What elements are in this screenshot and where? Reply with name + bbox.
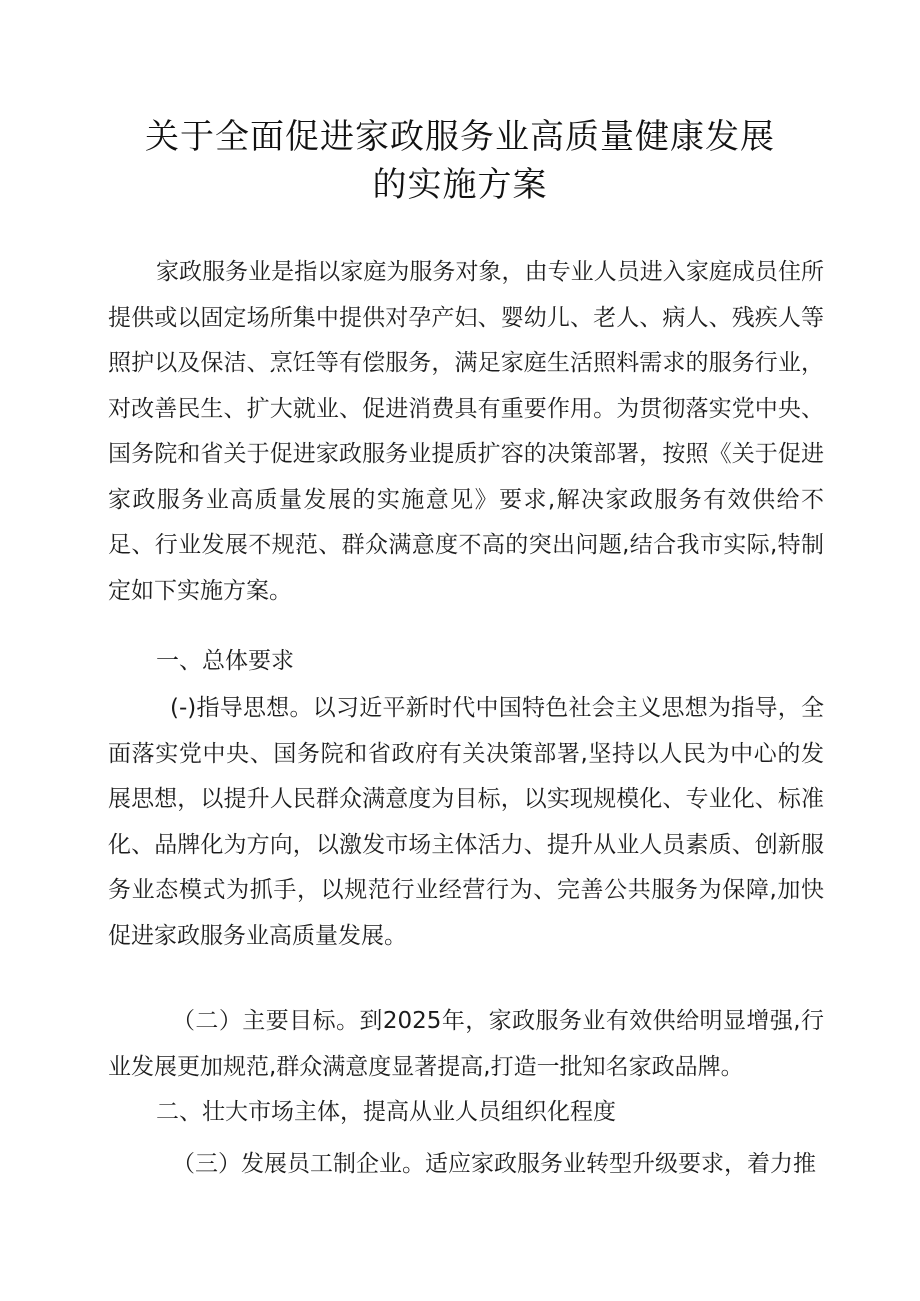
section-2-heading: 二、壮大市场主体，提高从业人员组织化程度 xyxy=(156,1099,616,1125)
section-1-heading: 一、总体要求 xyxy=(156,648,294,674)
document-title-line-1: 关于全面促进家政服务业高质量健康发展 xyxy=(145,117,775,157)
intro-paragraph: 家政服务业是指以家庭为服务对象，由专业人员进入家庭成员住所提供或以固定场所集中提供对孕产妇、婴幼儿、老人、病人、残疾人等照护以及保洁、烹饪等有偿服务，满足家庭生活照料需求的服务行业，对改善民生、扩大就业、促进消费具有重要作用。为贯彻落实党中央、国务院和省关于促进家政服务业提质扩容的决策部署，按照《关于促进家政服务业高质量发展的实施意见》要求,解决家政服务有效供给不足、行业发展不规范、群众满意度不高的突出问题,结合我市实际,特制定如下实施方案。 xyxy=(108,259,824,604)
document-title-line-2: 的实施方案 xyxy=(372,165,548,205)
section-1-item-2-paragraph: （二）主要目标。到2025年，家政服务业有效供给明显增强,行业发展更加规范,群众满意度显著提高,打造一批知名家政品牌。 xyxy=(108,1008,824,1080)
section-2-item-3-paragraph: （三）发展员工制企业。适应家政服务业转型升级要求，着力推 xyxy=(172,1151,816,1177)
section-1-item-1-paragraph: (-)指导思想。以习近平新时代中国特色社会主义思想为指导，全面落实党中央、国务院和省政府有关决策部署,坚持以人民为中心的发展思想，以提升人民群众满意度为目标，以实现规模化、专业化、标准化、品牌化为方向，以激发市场主体活力、提升从业人员素质、创新服务业态模式为抓手，以规范行业经营行为、完善公共服务为保障,加快促进家政服务业高质量发展。 xyxy=(108,695,824,949)
